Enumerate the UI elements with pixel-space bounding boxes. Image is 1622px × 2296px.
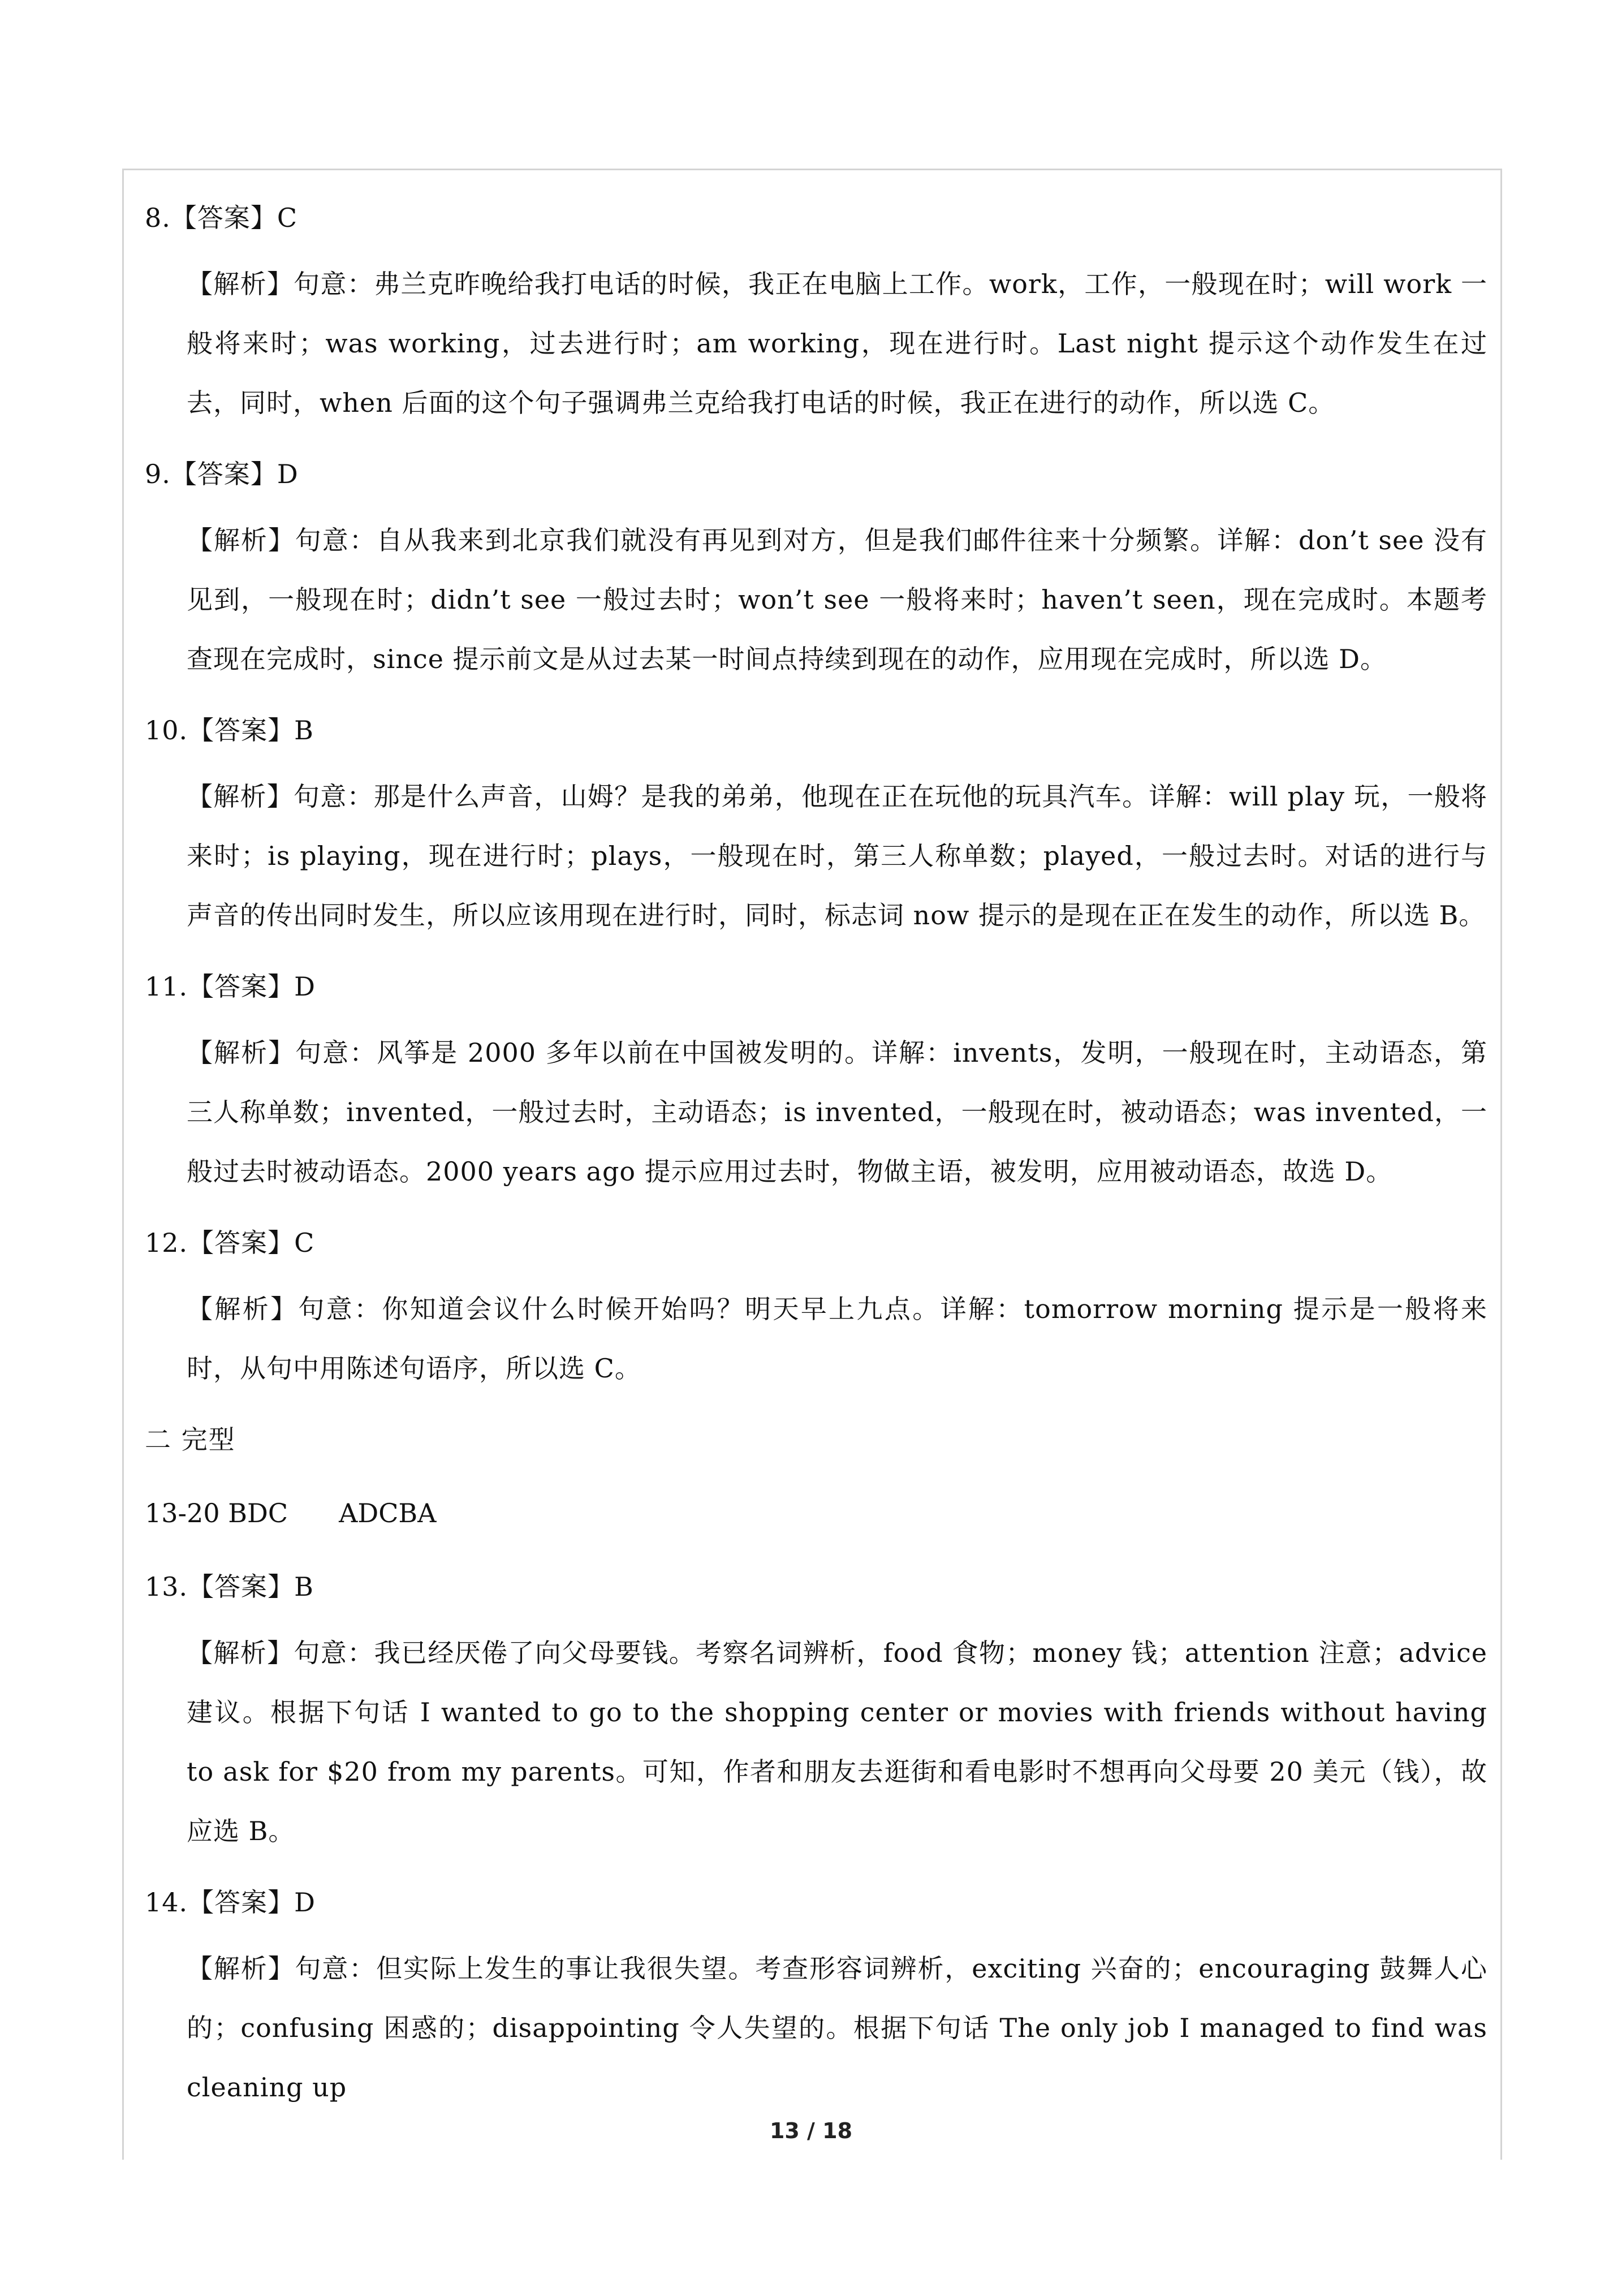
page-number: 13 / 18 [769, 2118, 853, 2143]
question-block-8 [145, 181, 1496, 433]
answer-label: 10.【答案】B [145, 715, 314, 746]
answer-label: 13.【答案】B [145, 1571, 314, 1602]
answer-key-range: 13-20 BDC [145, 1498, 288, 1528]
section-title: 二 完型 [145, 1424, 236, 1455]
question-block-11 [145, 950, 1496, 1201]
question-block-13 [145, 1550, 1496, 1861]
question-block-12 [145, 1206, 1496, 1398]
answer-label: 9.【答案】D [145, 459, 299, 489]
answer-label: 14.【答案】D [145, 1887, 316, 1918]
answer-key-rest: ADCBA [339, 1498, 437, 1528]
question-block-14 [145, 1866, 1496, 2117]
explanation-text: 【解析】句意：你知道会议什么时候开始吗？明天早上九点。详解：tomorrow morning 提示是一般将来时，从句中用陈述句语序，所以选 C。 [187, 1294, 1487, 1384]
explanation-text: 【解析】句意：弗兰克昨晚给我打电话的时候，我正在电脑上工作。work，工作，一般现在时；will work 一般将来时；was working，过去进行时；am working，现在进行时。Last night 提示这个动作发生在过去，同时，when 后面的这个句子强调弗兰克给我打电话的时候，我正在进行的动作，所以选 C。 [187, 269, 1487, 418]
question-block-9 [145, 437, 1496, 689]
explanation-text: 【解析】句意：我已经厌倦了向父母要钱。考察名词辨析，food 食物；money 钱；attention 注意；advice 建议。根据下句话 I wanted to go to the shopping center or movies with friends without having to ask for $20 from my parents。可知，作者和朋友去逛街和看电影时不想再向父母要 20 美元（钱），故应选 B。 [187, 1638, 1487, 1846]
answer-key-line [145, 1476, 1496, 1550]
answer-label: 12.【答案】C [145, 1227, 315, 1258]
document-content [145, 181, 1496, 2122]
explanation-text: 【解析】句意：风筝是 2000 多年以前在中国被发明的。详解：invents，发明，一般现在时，主动语态，第三人称单数；invented，一般过去时，主动语态；is invented，一般现在时，被动语态；was invented，一般过去时被动语态。2000 years ago 提示应用过去时，物做主语，被发明，应用被动语态，故选 D。 [187, 1037, 1487, 1187]
explanation-text: 【解析】句意：自从我来到北京我们就没有再见到对方，但是我们邮件往来十分频繁。详解：don’t see 没有见到，一般现在时；didn’t see 一般过去时；won’t see 一般将来时；haven’t seen，现在完成时。本题考查现在完成时，since 提示前文是从过去某一时间点持续到现在的动作，应用现在完成时，所以选 D。 [187, 525, 1487, 674]
question-block-10 [145, 693, 1496, 945]
answer-label: 11.【答案】D [145, 971, 316, 1002]
explanation-text: 【解析】句意：但实际上发生的事让我很失望。考查形容词辨析，exciting 兴奋的；encouraging 鼓舞人心的；confusing 困惑的；disappointing 令人失望的。根据下句话 The only job I managed to find was cleaning up [187, 1953, 1487, 2103]
answer-label: 8.【答案】C [145, 203, 298, 233]
explanation-text: 【解析】句意：那是什么声音，山姆？是我的弟弟，他现在正在玩他的玩具汽车。详解：will play 玩，一般将来时；is playing，现在进行时；plays，一般现在时，第三人称单数；played，一般过去时。对话的进行与声音的传出同时发生，所以应该用现在进行时，同时，标志词 now 提示的是现在正在发生的动作，所以选 B。 [187, 781, 1487, 931]
